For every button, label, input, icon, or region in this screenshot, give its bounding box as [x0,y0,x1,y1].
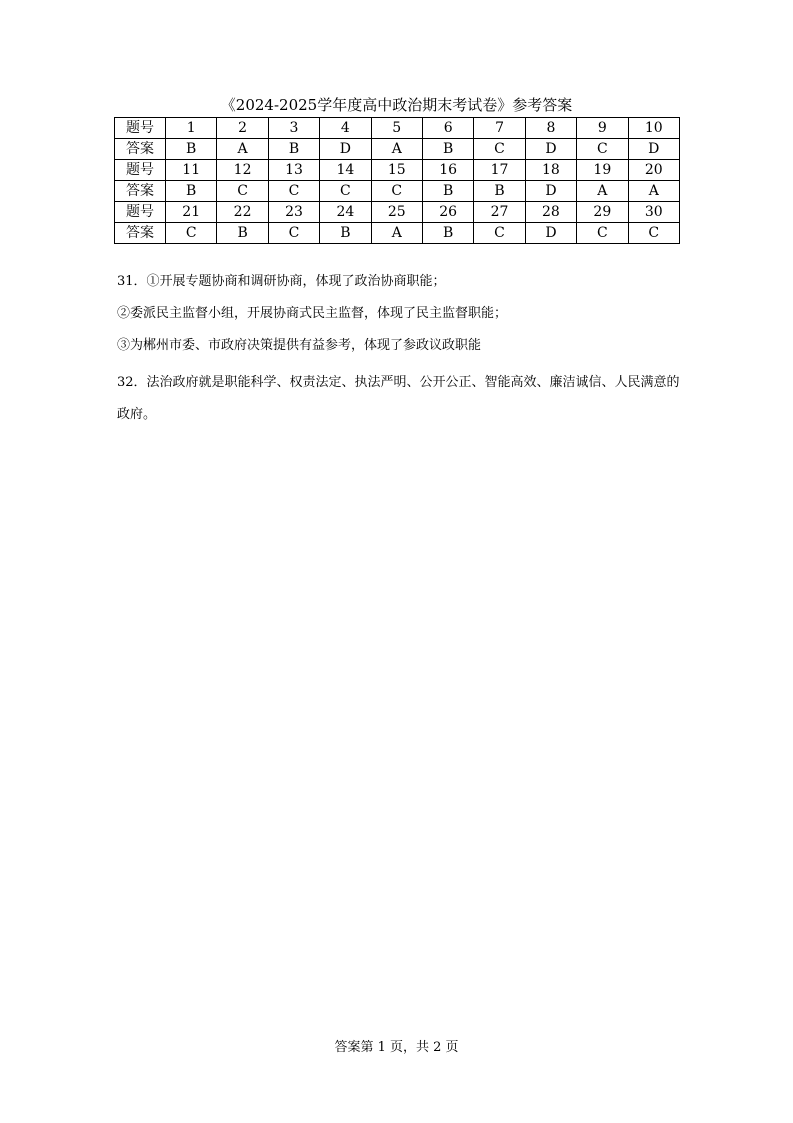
table-cell: A [217,139,268,160]
table-cell: B [422,223,473,244]
table-cell: 6 [422,118,473,139]
table-cell: 1 [166,118,217,139]
page-footer: 答案第 1 页，共 2 页 [334,1040,459,1055]
table-cell: 20 [628,160,679,181]
table-cell: 28 [525,202,576,223]
answer-table [114,117,680,244]
table-cell: D [525,181,576,202]
table-cell: C [628,223,679,244]
row-label: 答案 [115,223,166,244]
table-cell: 24 [320,202,371,223]
table-cell: D [320,139,371,160]
table-cell: D [525,139,576,160]
table-cell: 26 [422,202,473,223]
page-title: 《2024-2025学年度高中政治期末考试卷》参考答案 [220,96,573,114]
answer-32: 32．法治政府就是职能科学、权责法定、执法严明、公开公正、智能高效、廉洁诚信、人民满意的政府。 [117,375,680,422]
table-cell: 25 [371,202,422,223]
answer-31-line-2: ②委派民主监督小组，开展协商式民主监督，体现了民主监督职能； [117,306,508,321]
table-cell: C [268,223,319,244]
table-cell: D [628,139,679,160]
table-row [115,202,680,223]
table-cell: D [525,223,576,244]
table-cell: A [628,181,679,202]
table-cell: B [166,181,217,202]
table-cell: 15 [371,160,422,181]
table-cell: 8 [525,118,576,139]
table-cell: 18 [525,160,576,181]
table-cell: 27 [474,202,525,223]
row-label: 答案 [115,139,166,160]
table-cell: C [371,181,422,202]
table-cell: C [577,223,628,244]
table-cell: 2 [217,118,268,139]
table-cell: B [474,181,525,202]
table-cell: C [268,181,319,202]
table-cell: 17 [474,160,525,181]
table-row [115,139,680,160]
table-cell: B [422,181,473,202]
row-label: 题号 [115,118,166,139]
table-cell: 3 [268,118,319,139]
table-cell: 19 [577,160,628,181]
table-cell: B [268,139,319,160]
table-cell: 7 [474,118,525,139]
row-label: 题号 [115,160,166,181]
answer-31-line-3: ③为郴州市委、市政府决策提供有益参考，体现了参政议政职能 [117,338,482,353]
table-cell: C [577,139,628,160]
table-cell: 5 [371,118,422,139]
table-cell: 11 [166,160,217,181]
table-row [115,223,680,244]
table-cell: C [320,181,371,202]
table-cell: 14 [320,160,371,181]
table-cell: 13 [268,160,319,181]
table-cell: 22 [217,202,268,223]
table-cell: A [371,223,422,244]
table-cell: C [474,139,525,160]
table-cell: 4 [320,118,371,139]
table-cell: 16 [422,160,473,181]
table-cell: A [371,139,422,160]
row-label: 题号 [115,202,166,223]
table-cell: 21 [166,202,217,223]
table-cell: 23 [268,202,319,223]
table-cell: 10 [628,118,679,139]
table-cell: 30 [628,202,679,223]
table-row [115,118,680,139]
table-cell: A [577,181,628,202]
table-cell: B [320,223,371,244]
table-cell: C [217,181,268,202]
table-row [115,160,680,181]
table-cell: 29 [577,202,628,223]
table-cell: B [422,139,473,160]
table-cell: 9 [577,118,628,139]
row-label: 答案 [115,181,166,202]
table-cell: B [217,223,268,244]
table-cell: 12 [217,160,268,181]
table-cell: B [166,139,217,160]
table-cell: C [474,223,525,244]
table-cell: C [166,223,217,244]
table-row [115,181,680,202]
answer-31-line-1: 31．①开展专题协商和调研协商，体现了政治协商职能； [117,274,446,289]
